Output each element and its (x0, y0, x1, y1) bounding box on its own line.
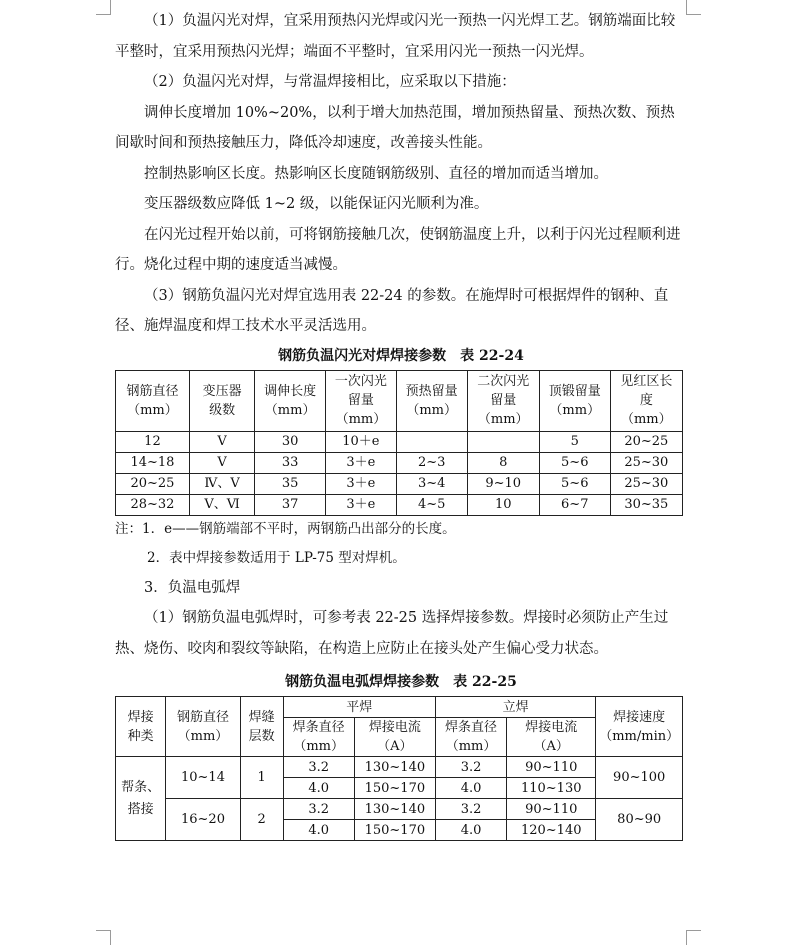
table-cell: 30 (255, 431, 326, 452)
table-cell: 20~25 (116, 473, 190, 494)
section-heading: 3．负温电弧焊 (144, 579, 241, 596)
paragraph: 在闪光过程开始以前，可将钢筋接触几次，使钢筋温度上升，以利于闪光过程顺利进行。烧化过程中期的速度适当减慢。 (115, 226, 681, 273)
table-cell: 25~30 (610, 452, 682, 473)
table-cell: 33 (255, 452, 326, 473)
table-cell: 3＋e (326, 452, 397, 473)
paragraph: （2）负温闪光对焊，与常温焊接相比，应采取以下措施： (144, 74, 516, 90)
table-cell: 150~170 (354, 778, 435, 799)
table-cell: 3~4 (396, 473, 467, 494)
table-cell: 20~25 (610, 431, 682, 452)
column-header: 焊接 种类 (116, 697, 166, 757)
column-header: 调伸长度 （mm） (255, 370, 326, 431)
table-row (116, 494, 683, 515)
paragraph: （3）钢筋负温闪光对焊宜选用表 22-24 的参数。在施焊时可根据焊件的钢种、直径、施焊温度和焊工技术水平灵活选用。 (115, 287, 669, 334)
table-cell: 25~30 (610, 473, 682, 494)
table-cell: 80~90 (596, 799, 683, 841)
table-cell: 10＋e (326, 431, 397, 452)
table-note: 注：1．e——钢筋端部不平时，两钢筋凸出部分的长度。 (115, 520, 456, 537)
table-cell: 14~18 (116, 452, 190, 473)
table-note: 2．表中焊接参数适用于 LP-75 型对焊机。 (147, 549, 406, 566)
column-header: 焊条直径 （mm） (283, 718, 354, 757)
column-header: 焊条直径 （mm） (435, 718, 506, 757)
table-cell: 150~170 (354, 820, 435, 841)
table-cell: 12 (116, 431, 190, 452)
table-cell: 9~10 (467, 473, 539, 494)
table-cell: 2 (240, 799, 283, 841)
table-cell (396, 431, 467, 452)
table-cell: 3＋e (326, 473, 397, 494)
table-cell: 90~100 (596, 757, 683, 799)
arc-welding-params-table-22-25 (115, 696, 683, 841)
welding-params-table-22-24 (115, 370, 683, 516)
table-cell: 3.2 (435, 757, 506, 778)
column-header: 焊接速度 （mm/min） (596, 697, 683, 757)
table-cell: 4.0 (283, 820, 354, 841)
table-cell: 4.0 (435, 778, 506, 799)
column-header: 变压器 级数 (189, 370, 254, 431)
table-row (116, 452, 683, 473)
page-corner-mark (96, 930, 111, 945)
table-header-row (116, 370, 683, 431)
page-corner-mark (686, 0, 701, 15)
table-cell: 28~32 (116, 494, 190, 515)
column-group-header: 平焊 (283, 697, 435, 718)
table-cell: 35 (255, 473, 326, 494)
table-cell: 5~6 (539, 452, 610, 473)
table-cell: 130~140 (354, 757, 435, 778)
table-cell: 3.2 (435, 799, 506, 820)
table-cell: 3＋e (326, 494, 397, 515)
table-cell: V (189, 431, 254, 452)
page-corner-mark (96, 0, 111, 15)
column-header: 见红区长 度 （mm） (610, 370, 682, 431)
table-cell: 120~140 (507, 820, 596, 841)
column-header: 二次闪光 留量 （mm） (467, 370, 539, 431)
page-corner-mark (686, 930, 701, 945)
table-cell: 90~110 (507, 799, 596, 820)
table-row (116, 757, 683, 778)
table-cell: 5~6 (539, 473, 610, 494)
table-cell: 16~20 (166, 799, 240, 841)
column-group-header: 立焊 (435, 697, 595, 718)
table-row (116, 473, 683, 494)
table-cell: 4.0 (435, 820, 506, 841)
table-caption: 钢筋负温闪光对焊焊接参数 表 22-24 (278, 347, 524, 364)
paragraph: 调伸长度增加 10%~20%，以利于增大加热范围，增加预热留量、预热次数、预热间歇时间和预热接触压力，降低冷却速度，改善接头性能。 (115, 104, 675, 151)
table-cell: 90~110 (507, 757, 596, 778)
table-cell: 6~7 (539, 494, 610, 515)
column-header: 预热留量 （mm） (396, 370, 467, 431)
table-cell: 110~130 (507, 778, 596, 799)
table-cell: 130~140 (354, 799, 435, 820)
table-cell: 3.2 (283, 757, 354, 778)
paragraph: （1）钢筋负温电弧焊时，可参考表 22-25 选择焊接参数。焊接时必须防止产生过热、烧伤、咬肉和裂纹等缺陷，在构造上应防止在接头处产生偏心受力状态。 (115, 610, 669, 657)
column-header: 一次闪光 留量 （mm） (326, 370, 397, 431)
table-row (116, 799, 683, 820)
table-cell: 8 (467, 452, 539, 473)
table-cell: Ⅳ、V (189, 473, 254, 494)
table-cell: 4.0 (283, 778, 354, 799)
column-header: 焊缝 层数 (240, 697, 283, 757)
table-cell: 2~3 (396, 452, 467, 473)
table-cell: 30~35 (610, 494, 682, 515)
paragraph: 变压器级数应降低 1~2 级，以能保证闪光顺利为准。 (144, 196, 489, 212)
table-cell: 4~5 (396, 494, 467, 515)
column-header: 顶锻留量 （mm） (539, 370, 610, 431)
table-cell: V (189, 452, 254, 473)
document-body (115, 6, 687, 841)
table-cell (467, 431, 539, 452)
table-header-row (116, 697, 683, 718)
table-cell: 5 (539, 431, 610, 452)
paragraph: （1）负温闪光对焊，宜采用预热闪光焊或闪光一预热一闪光焊工艺。钢筋端面比较平整时，宜采用预热闪光焊；端面不平整时，宜采用闪光一预热一闪光焊。 (115, 13, 676, 60)
paragraph: 控制热影响区长度。热影响区长度随钢筋级别、直径的增加而适当增加。 (144, 165, 608, 182)
table-cell: 10 (467, 494, 539, 515)
table-row (116, 431, 683, 452)
column-header: 钢筋直径 （mm） (166, 697, 240, 757)
column-header: 钢筋直径 （mm） (116, 370, 190, 431)
row-header: 帮条、 搭接 (116, 757, 166, 841)
table-caption: 钢筋负温电弧焊焊接参数 表 22-25 (285, 674, 517, 690)
column-header: 焊接电流 （A） (354, 718, 435, 757)
table-cell: 37 (255, 494, 326, 515)
column-header: 焊接电流 （A） (507, 718, 596, 757)
table-cell: V、Ⅵ (189, 494, 254, 515)
table-cell: 10~14 (166, 757, 240, 799)
table-cell: 3.2 (283, 799, 354, 820)
table-cell: 1 (240, 757, 283, 799)
